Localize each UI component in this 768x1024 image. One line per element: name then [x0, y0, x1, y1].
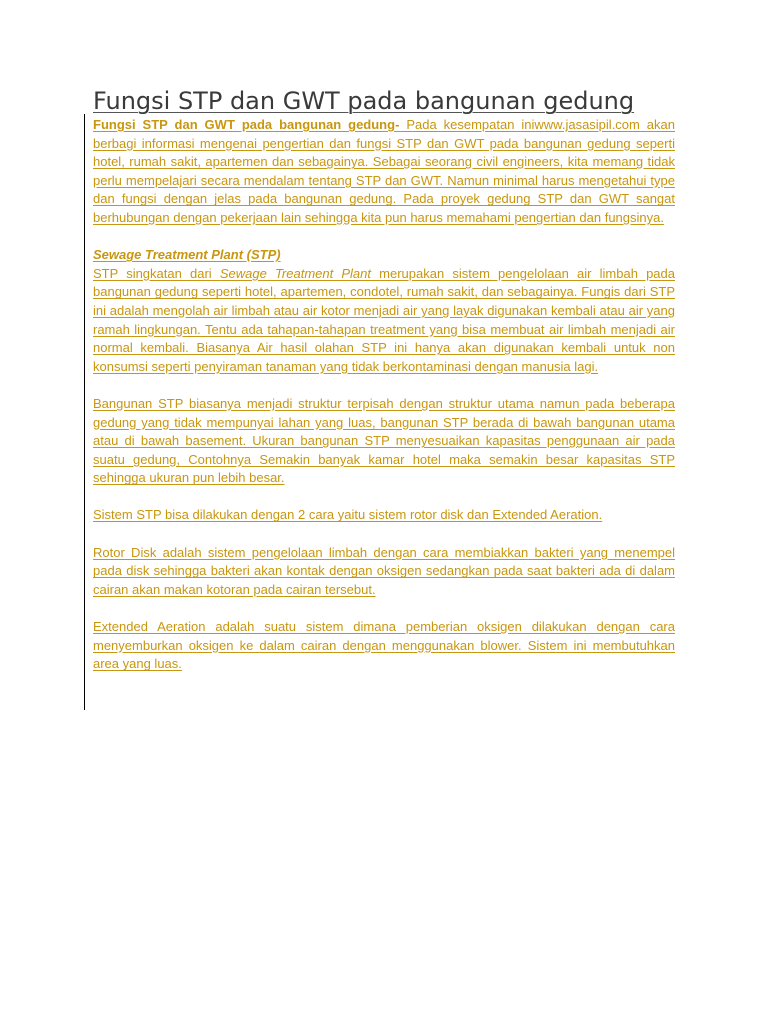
document-body [93, 116, 675, 692]
document-title: Fungsi STP dan GWT pada bangunan gedung [93, 87, 635, 115]
intro-paragraph[interactable] [93, 116, 675, 228]
stp-definition-paragraph[interactable] [93, 265, 675, 377]
intro-lead: Fungsi STP dan GWT pada bangunan gedung- [93, 117, 400, 132]
stp-def-term: Sewage Treatment Plant [219, 265, 372, 281]
intro-text: Pada kesempatan iniwww.jasasipil.com akan berbagi informasi mengenai pengertian dan fungsi STP dan GWT pada bangunan gedung seperti hotel, rumah sakit, apartemen dan sebagainya. Sebagai seorang civil engineers, kita memang tidak perlu mempelajari secara mendalam tentang STP dan GWT. Namun minimal harus mengetahui type dan fungsi dengan jelas pada bangunan gedung. Pada proyek gedung STP dan GWT sangat berhubungan dengan pekerjaan lain sehingga kita pun harus memahami pengertian dan fungsinya. [93, 117, 675, 225]
rotor-disk-paragraph[interactable]: Rotor Disk adalah sistem pengelolaan limbah dengan cara membiakkan bakteri yang menempel pada disk sehingga bakteri akan kontak dengan oksigen sedangkan pada saat bakteri ada di dalam cairan akan makan kotoran pada cairan tersebut. [93, 544, 675, 597]
stp-def-post: merupakan sistem pengelolaan air limbah pada bangunan gedung seperti hotel, apartemen, condotel, rumah sakit, dan sebagainya. Fungis dari STP ini adalah mengolah air limbah atau air kotor menjadi air yang layak digunakan kembali atau air yang ramah lingkungan. Tentu ada tahapan-tahapan treatment yang bisa membuat air limbah menjadi air normal kembali. Biasanya Air hasil olahan STP ini hanya akan digunakan kembali untuk non konsumsi seperti penyiraman tanaman yang tidak berkontaminasi dengan manusia lagi. [93, 265, 675, 374]
stp-system-paragraph[interactable]: Sistem STP bisa dilakukan dengan 2 cara yaitu sistem rotor disk dan Extended Aeration. [93, 507, 603, 523]
stp-building-paragraph[interactable]: Bangunan STP biasanya menjadi struktur terpisah dengan struktur utama namun pada beberapa gedung yang tidak mempunyai lahan yang luas, bangunan STP berada di bawah bangunan utama atau di bawah basement. Ukuran bangunan STP menyesuaikan kapasitas penggunaan air pada suatu gedung, Contohnya Semakin banyak kamar hotel maka semakin besar kapasitas STP sehingga ukuran pun lebih besar. [93, 395, 675, 486]
stp-def-pre: STP singkatan dari [93, 265, 220, 281]
extended-aeration-paragraph[interactable]: Extended Aeration adalah suatu sistem dimana pemberian oksigen dilakukan dengan cara menyemburkan oksigen ke dalam cairan dengan menggunakan blower. Sistem ini membutuhkan area yang luas. [93, 619, 675, 672]
revision-bar [84, 114, 85, 710]
stp-heading[interactable]: Sewage Treatment Plant (STP) [93, 247, 281, 263]
